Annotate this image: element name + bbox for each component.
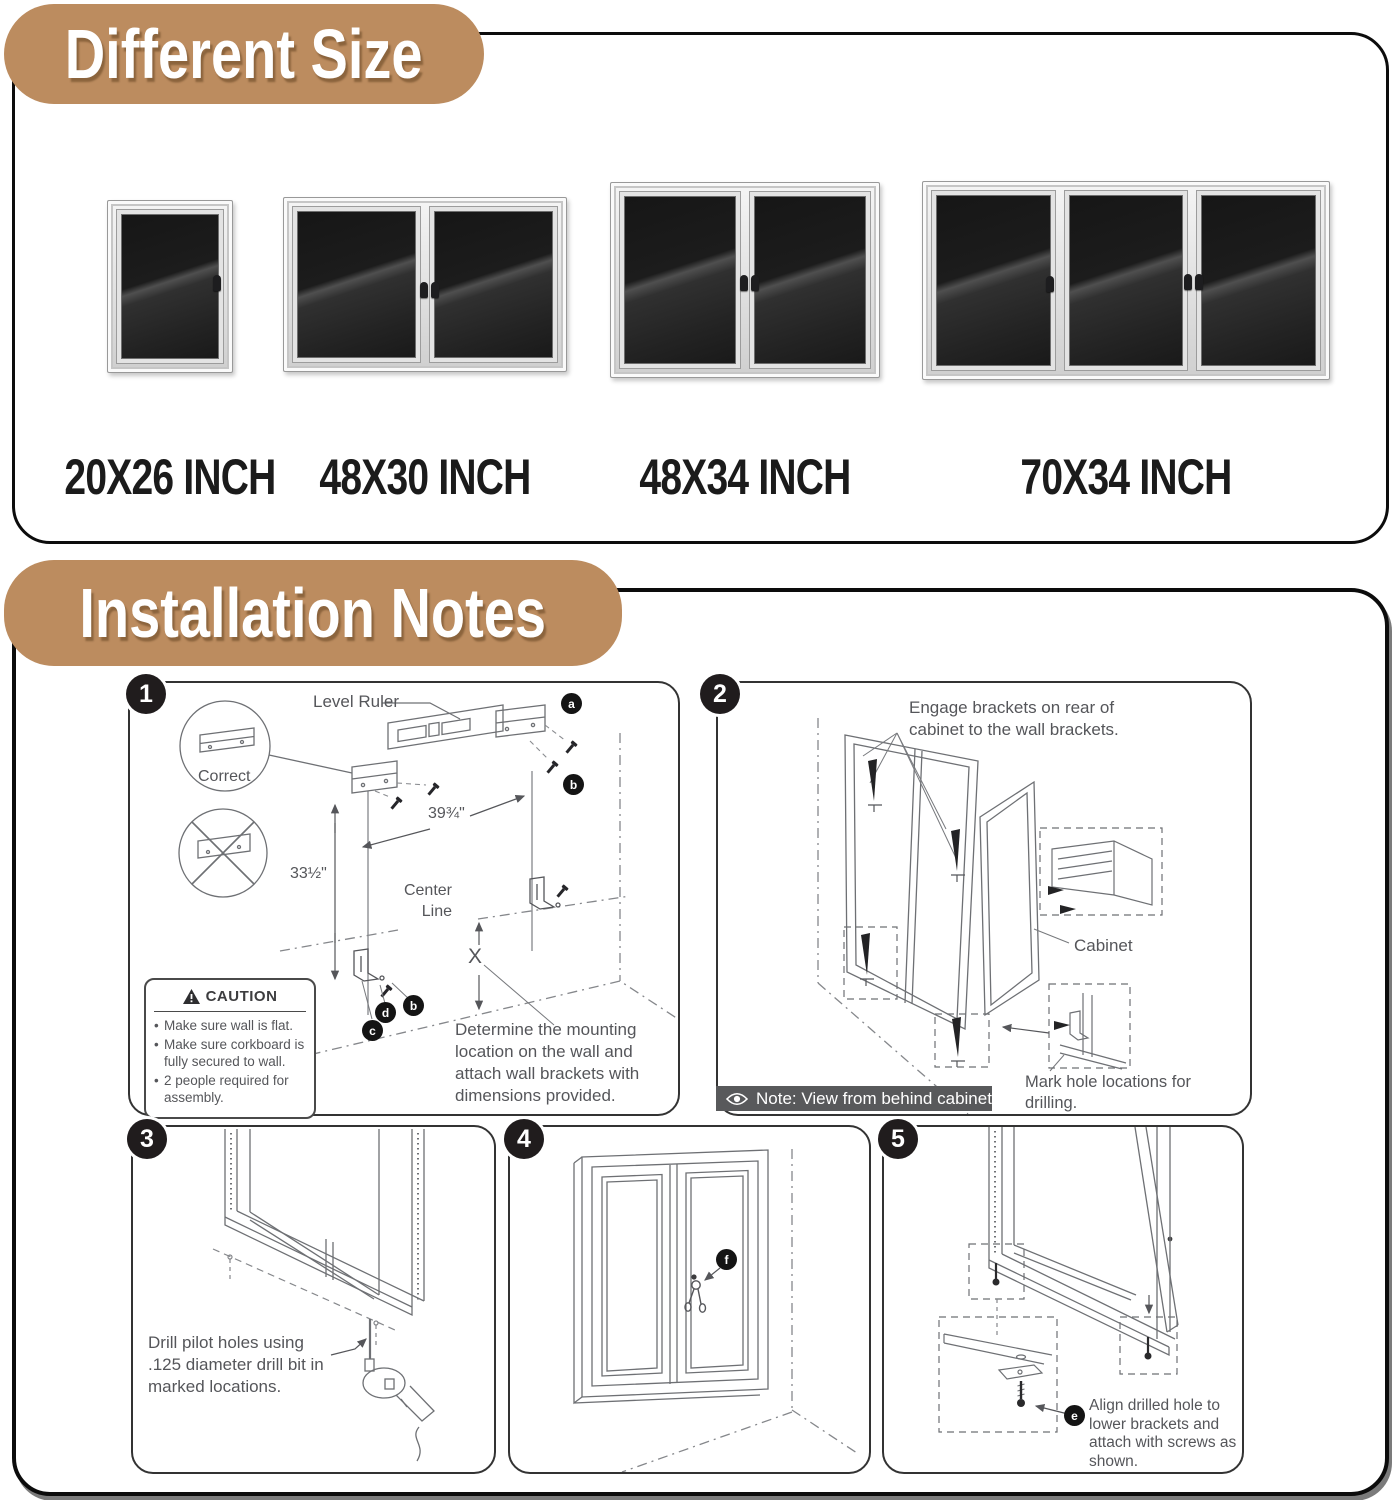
- keys-drawing: [685, 1274, 706, 1312]
- caution-item: • Make sure corkboard is fully secured to wall.: [154, 1037, 306, 1070]
- board-48x30-door-1: [293, 207, 420, 362]
- step3-diagram: [133, 1127, 494, 1472]
- step4-number-badge: 4: [504, 1119, 544, 1159]
- drill-drawing: [363, 1319, 434, 1461]
- cabinet-rear-drawing: [845, 735, 978, 1029]
- bracket-arrow-icons: [861, 759, 961, 1057]
- cabinet-label: Cabinet: [1074, 936, 1133, 955]
- caution-header: [154, 988, 306, 1005]
- caution-title: CAUTION: [205, 988, 278, 1005]
- size-label-48x34: 48X34 INCH: [639, 449, 851, 505]
- marker-b2: b: [403, 995, 424, 1016]
- board-70x34-door-3: [1197, 191, 1320, 370]
- marker-d: d: [375, 1002, 396, 1023]
- level-ruler-label: Level Ruler: [313, 692, 399, 711]
- step2-diagram: [718, 683, 1250, 1114]
- step4-panel: [508, 1125, 871, 1474]
- board-48x30: [283, 197, 567, 372]
- open-door-drawing: [980, 782, 1039, 1015]
- key-lock-icon: [751, 275, 759, 291]
- step1-note: Determine the mounting location on the wall and attach wall brackets with dimensions provided.: [455, 1020, 640, 1106]
- size-label-48x30: 48X30 INCH: [319, 449, 531, 505]
- marker-e: e: [1064, 1405, 1085, 1426]
- step5-panel: [882, 1125, 1244, 1474]
- different-size-title-badge: [4, 4, 484, 104]
- center-line-label: Center Line: [403, 882, 452, 920]
- key-lock-icon: [1184, 274, 1192, 290]
- view-note-bar: [716, 1086, 992, 1111]
- width-dimension: 39¾": [428, 805, 465, 822]
- board-48x34-door-2: [750, 192, 870, 368]
- size-label-70x34: 70X34 INCH: [1020, 449, 1232, 505]
- correct-label: Correct: [198, 768, 251, 785]
- marker-c: c: [362, 1020, 383, 1041]
- step1-number-badge: 1: [126, 674, 166, 714]
- divider: [154, 1011, 306, 1012]
- wall-bracket-detail: [1052, 841, 1152, 905]
- marker-a: a: [561, 693, 582, 714]
- board-70x34: [922, 181, 1330, 380]
- key-lock-icon: [420, 282, 428, 298]
- step4-diagram: [510, 1127, 869, 1472]
- engage-note: Engage brackets on rear of cabinet to the wall brackets.: [909, 698, 1119, 740]
- installation-notes-title-badge: [4, 560, 622, 666]
- board-48x30-door-2: [430, 207, 557, 362]
- height-dimension: 33½": [290, 865, 327, 882]
- board-70x34-door-1: [932, 191, 1055, 370]
- lower-bracket-detail: [944, 1334, 1052, 1396]
- key-lock-icon: [1195, 274, 1203, 290]
- x-dimension-label: X: [468, 945, 483, 968]
- step1-panel: [128, 681, 680, 1116]
- key-lock-icon: [740, 275, 748, 291]
- view-note-text: Note: View from behind cabinet: [756, 1088, 992, 1108]
- marker-b: b: [563, 774, 584, 795]
- board-20x26: [107, 200, 233, 373]
- cabinet-underside-drawing: [225, 1129, 424, 1315]
- size-label-20x26: 20X26 INCH: [64, 449, 276, 505]
- board-70x34-door-2: [1065, 191, 1188, 370]
- key-lock-icon: [213, 275, 221, 291]
- screw-detail-drawings: [993, 1263, 1152, 1360]
- board-20x26-door: [117, 210, 223, 363]
- board-48x34-door-1: [620, 192, 740, 368]
- caution-item: • Make sure wall is flat.: [154, 1018, 306, 1034]
- caution-box: [144, 978, 316, 1119]
- wrong-bracket-detail: [179, 809, 267, 897]
- board-48x34: [610, 182, 880, 378]
- key-lock-icon: [1046, 276, 1054, 292]
- step5-number-badge: 5: [878, 1119, 918, 1159]
- step3-panel: [131, 1125, 496, 1474]
- step3-number-badge: 3: [127, 1119, 167, 1159]
- cabinet-corner-drawing: [989, 1127, 1178, 1355]
- key-lock-icon: [431, 282, 439, 298]
- step2-panel: [716, 681, 1252, 1116]
- drill-note: Drill pilot holes using .125 diameter drill bit in marked locations.: [148, 1333, 324, 1397]
- mark-hole-detail: [1060, 993, 1126, 1069]
- warning-icon: [183, 989, 200, 1004]
- marker-f: f: [716, 1249, 737, 1270]
- mounted-cabinet-drawing: [574, 1150, 768, 1403]
- caution-list: [154, 1018, 306, 1106]
- caution-item: • 2 people required for assembly.: [154, 1073, 306, 1106]
- eye-icon: [726, 1092, 748, 1106]
- installation-notes-title: Installation Notes: [79, 574, 547, 652]
- different-size-title: Different Size: [65, 15, 423, 93]
- align-note: Align drilled hole to lower brackets and attach with screws as shown.: [1089, 1397, 1237, 1470]
- step2-number-badge: 2: [700, 674, 740, 714]
- mark-holes-note: Mark hole locations for drilling.: [1025, 1073, 1191, 1112]
